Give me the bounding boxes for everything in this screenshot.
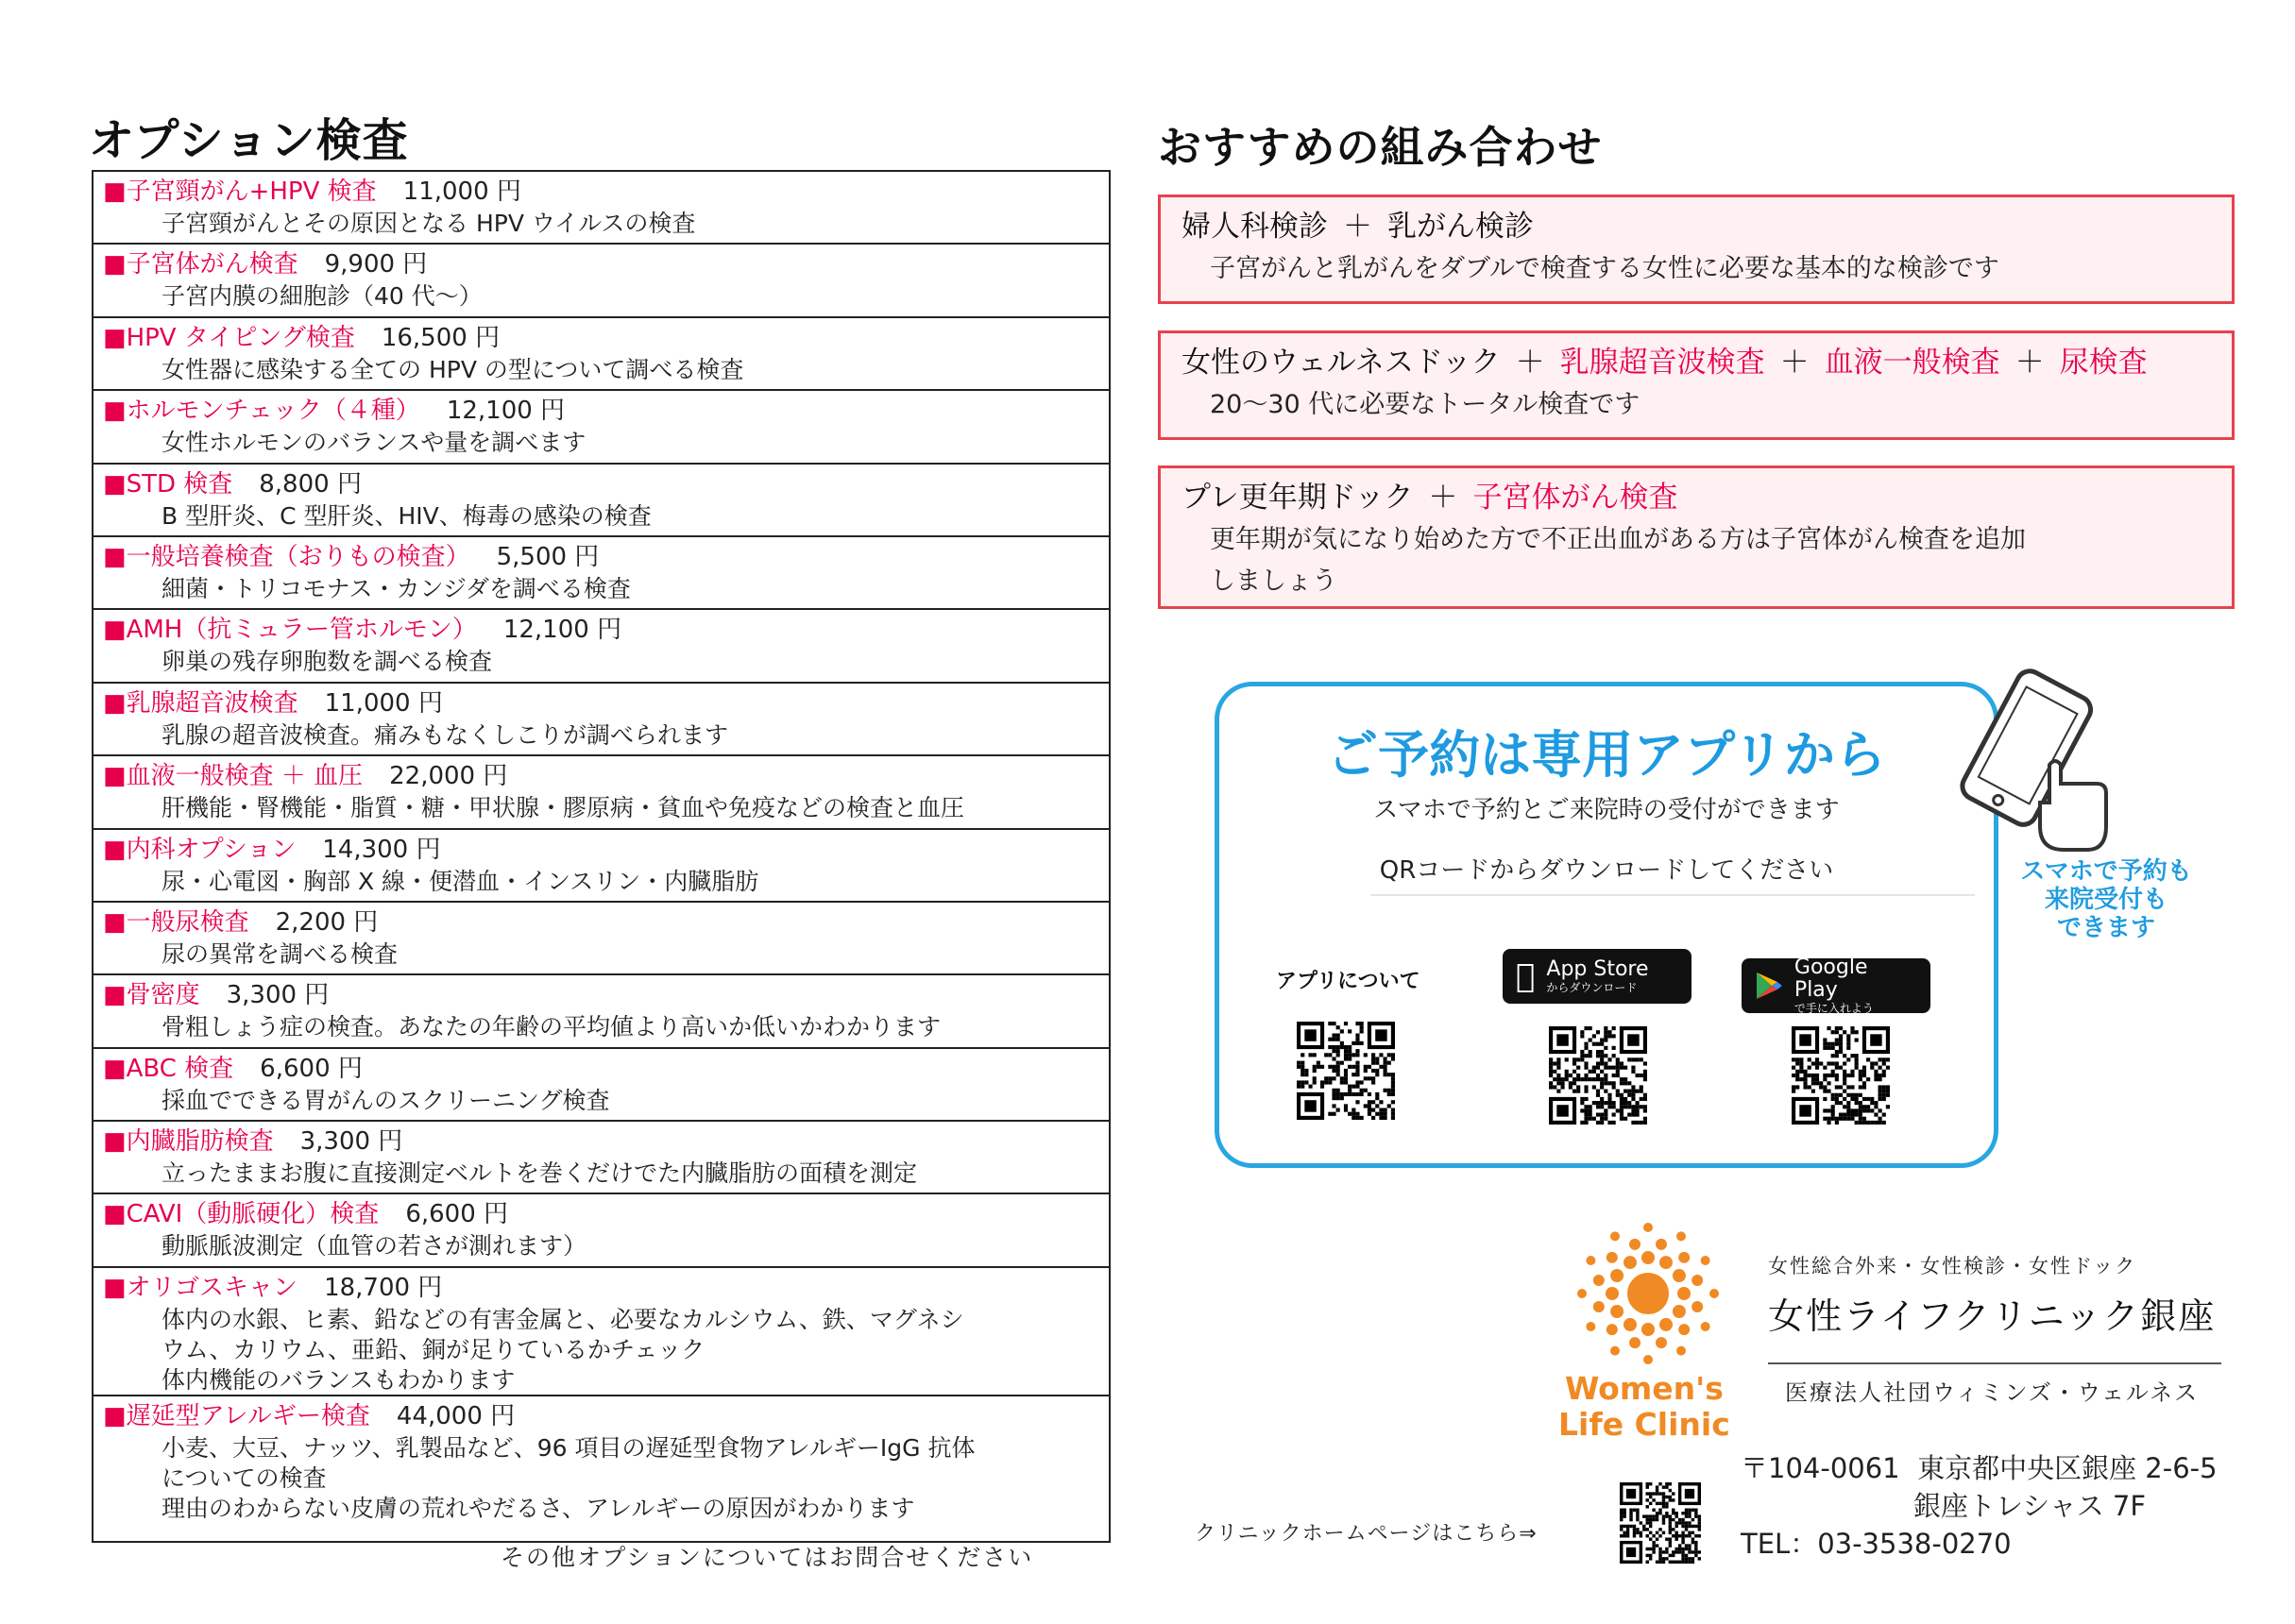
option-description: 細菌・トリコモナス・カンジダを調べる検査: [162, 574, 631, 602]
combo-part: 血液一般検査: [1824, 346, 2000, 380]
combo-part: 婦人科検診: [1182, 210, 1328, 244]
bullet-square: ■: [103, 323, 127, 352]
option-price: 8,800 円: [259, 469, 362, 499]
bullet-square: ■: [103, 469, 127, 499]
option-row: [94, 684, 1109, 756]
bullet-square: ■: [103, 762, 127, 791]
postal-code: 〒104-0061: [1741, 1452, 1900, 1484]
google-play-sublabel: で手に入れよう: [1794, 1002, 1874, 1015]
option-description: 肝機能・腎機能・脂質・糖・甲状腺・膠原病・貧血や免疫などの検査と血圧: [162, 794, 965, 822]
option-row: [94, 537, 1109, 610]
bullet-square: ■: [103, 250, 127, 279]
phone-caption-line-2: 来院受付も: [2044, 886, 2168, 914]
divider: [1370, 894, 1975, 896]
clinic-org: 医療法人社団ウィミンズ・ウェルネス: [1785, 1379, 2200, 1406]
option-description: 体内の水銀、ヒ素、鉛などの有害金属と、必要なカルシウム、鉄、マグネシ: [162, 1305, 964, 1333]
qr-homepage[interactable]: [1620, 1482, 1701, 1567]
clinic-name: 女性ライフクリニック銀座: [1768, 1295, 2217, 1337]
combo-box: [1158, 195, 2235, 304]
option-description: 尿・心電図・胸部 X 線・便潜血・インスリン・内臓脂肪: [162, 867, 759, 895]
bullet-square: ■: [103, 907, 127, 937]
option-price: 3,300 円: [299, 1127, 403, 1157]
option-name: 子宮頸がん+HPV 検査: [126, 178, 377, 206]
option-description: についての検査: [162, 1463, 327, 1492]
option-row: [94, 1268, 1109, 1396]
combo-part: 乳がん検診: [1387, 210, 1534, 244]
option-description: 卵巣の残存卵胞数を調べる検査: [162, 648, 493, 676]
option-name: 骨密度: [126, 981, 200, 1010]
option-name: ホルモンチェック（４種）: [126, 397, 420, 426]
smartphone-hand-icon: [1946, 661, 2116, 859]
option-price: 11,000 円: [402, 178, 521, 206]
google-play-label: Google Play: [1794, 956, 1868, 1002]
option-header: [103, 1125, 1099, 1159]
option-price: 14,300 円: [322, 835, 441, 864]
option-header: [103, 759, 1099, 793]
clinic-address: [1741, 1449, 2218, 1563]
option-description: 乳腺の超音波検査。痛みもなくしこりが調べられます: [162, 720, 729, 749]
phone-number[interactable]: TEL：03-3538-0270: [1741, 1528, 2012, 1560]
app-title: ご予約は専用アプリから: [1327, 725, 1886, 785]
option-row: [94, 830, 1109, 903]
combo-part: 子宮体がん検査: [1472, 481, 1678, 515]
plus-sign: ＋: [1428, 481, 1458, 515]
option-price: 16,500 円: [381, 323, 501, 352]
sun-logo-icon: [1568, 1213, 1728, 1374]
app-booking-box: [1215, 682, 1998, 1168]
qr-about-app[interactable]: [1297, 1022, 1395, 1124]
option-description: 子宮内膜の細胞診（40 代〜）: [162, 282, 483, 311]
option-header: [103, 613, 1099, 647]
clinic-logo-text: [1558, 1371, 1730, 1443]
option-price: 5,500 円: [496, 542, 600, 571]
option-header: [103, 905, 1099, 939]
option-description: 体内機能のバランスもわかります: [162, 1365, 516, 1394]
phone-caption-line-3: できます: [2056, 914, 2155, 942]
option-name: 一般培養検査（おりもの検査）: [126, 542, 470, 571]
option-name: CAVI（動脈硬化）検査: [126, 1200, 380, 1229]
option-header: [103, 175, 1099, 209]
option-price: 3,300 円: [226, 981, 330, 1010]
logo-line-2: Life Clinic: [1558, 1406, 1730, 1443]
phone-caption-line-1: スマホで予約も: [2020, 857, 2192, 886]
option-price: 6,600 円: [405, 1200, 509, 1229]
option-row: [94, 1122, 1109, 1194]
option-row: [94, 465, 1109, 537]
option-row: [94, 172, 1109, 245]
option-header: [103, 978, 1099, 1012]
app-store-sublabel: からダウンロード: [1527, 981, 1619, 994]
bullet-square: ■: [103, 688, 127, 718]
bullet-square: ■: [103, 178, 127, 206]
qr-google-play[interactable]: [1792, 1026, 1890, 1128]
option-header: [103, 321, 1099, 355]
combo-part: プレ更年期ドック: [1182, 481, 1414, 515]
option-header: [103, 1052, 1099, 1086]
option-name: AMH（抗ミュラー管ホルモン）: [126, 616, 477, 645]
recommend-title: おすすめの組み合わせ: [1158, 122, 1603, 173]
option-description: 女性ホルモンのバランスや量を調べます: [162, 429, 586, 457]
option-price: 6,600 円: [260, 1054, 363, 1083]
option-header: [103, 1197, 1099, 1231]
app-store-badge[interactable]: [1503, 949, 1692, 1004]
plus-sign: ＋: [1515, 346, 1545, 380]
google-play-badge[interactable]: [1742, 958, 1930, 1013]
plus-sign: ＋: [1343, 210, 1372, 244]
option-price: 2,200 円: [275, 907, 379, 937]
bullet-square: ■: [103, 616, 127, 645]
address-line-1: 東京都中央区銀座 2-6-5: [1917, 1452, 2218, 1484]
option-price: 12,100 円: [446, 397, 566, 426]
phone-caption: [2012, 857, 2201, 942]
options-footer-note: その他オプションについてはお問合せください: [501, 1544, 1034, 1571]
qr-app-store[interactable]: [1549, 1026, 1647, 1128]
option-header: [103, 247, 1099, 281]
clinic-tagline: 女性総合外来・女性検診・女性ドック: [1768, 1255, 2137, 1277]
option-price: 12,100 円: [502, 616, 622, 645]
option-row: [94, 975, 1109, 1048]
combo-part: 尿検査: [2059, 346, 2148, 380]
option-row: [94, 1396, 1109, 1541]
option-row: [94, 245, 1109, 317]
plus-sign: ＋: [1779, 346, 1810, 380]
option-name: STD 検査: [126, 469, 233, 499]
option-header: [103, 1399, 1099, 1433]
option-description: 採血でできる胃がんのスクリーニング検査: [162, 1086, 610, 1114]
combo-box: [1158, 465, 2235, 609]
combo-title: [1182, 476, 2211, 519]
combo-part: 女性のウェルネスドック: [1182, 346, 1501, 380]
address-line-2: 銀座トレシャス 7F: [1913, 1490, 2147, 1522]
bullet-square: ■: [103, 1273, 127, 1302]
option-header: [103, 686, 1099, 720]
bullet-square: ■: [103, 1200, 127, 1229]
bullet-square: ■: [103, 542, 127, 571]
option-description: 動脈脈波測定（血管の若さが測れます）: [162, 1232, 587, 1260]
option-name: 内臓脂肪検査: [126, 1127, 274, 1157]
option-row: [94, 318, 1109, 391]
option-row: [94, 391, 1109, 464]
option-description: 理由のわからない皮膚の荒れやだるさ、アレルギーの原因がわかります: [162, 1494, 915, 1522]
combo-description: 20〜30 代に必要なトータル検査です: [1210, 390, 1640, 419]
combo-description: 更年期が気になり始めた方で不正出血がある方は子宮体がん検査を追加: [1210, 525, 2026, 554]
option-description: 子宮頸がんとその原因となる HPV ウイルスの検査: [162, 210, 696, 237]
apple-icon: [1516, 957, 1535, 995]
bullet-square: ■: [103, 981, 127, 1010]
option-header: [103, 540, 1099, 574]
options-title: オプション検査: [89, 114, 409, 167]
option-description: 尿の異常を調べる検査: [162, 939, 399, 968]
bullet-square: ■: [103, 397, 127, 426]
option-price: 11,000 円: [324, 688, 443, 718]
option-description: 骨粗しょう症の検査。あなたの年齢の平均値より高いか低いかわかります: [162, 1013, 942, 1041]
option-name: オリゴスキャン: [126, 1273, 298, 1302]
options-table: [92, 170, 1111, 1543]
option-price: 18,700 円: [324, 1273, 443, 1302]
option-row: [94, 610, 1109, 683]
option-name: 子宮体がん検査: [126, 250, 298, 279]
option-name: 乳腺超音波検査: [126, 688, 298, 718]
option-row: [94, 903, 1109, 975]
option-row: [94, 756, 1109, 829]
plus-sign: ＋: [2014, 346, 2045, 380]
logo-line-1: Women's: [1564, 1370, 1724, 1407]
divider: [1768, 1362, 2221, 1364]
option-description: 小麦、大豆、ナッツ、乳製品など、96 項目の遅延型食物アレルギーIgG 抗体: [162, 1433, 976, 1462]
app-store-label: App Store: [1527, 957, 1630, 981]
bullet-square: ■: [103, 1054, 127, 1083]
homepage-note: クリニックホームページはこちら⇒: [1195, 1522, 1538, 1546]
option-name: 一般尿検査: [126, 907, 249, 937]
option-price: 44,000 円: [396, 1401, 516, 1430]
option-name: ABC 検査: [126, 1054, 234, 1083]
option-description: 女性器に感染する全ての HPV の型について調べる検査: [162, 355, 744, 383]
option-name: 遅延型アレルギー検査: [126, 1401, 370, 1430]
option-description: 立ったままお腹に直接測定ベルトを巻くだけでた内臓脂肪の面積を測定: [162, 1159, 918, 1188]
option-header: [103, 1271, 1099, 1305]
combo-description: 子宮がんと乳がんをダブルで検査する女性に必要な基本的な検診です: [1210, 254, 1999, 283]
option-name: 血液一般検査 ＋ 血圧: [126, 762, 364, 791]
option-row: [94, 1194, 1109, 1267]
bullet-square: ■: [103, 835, 127, 864]
combo-box: [1158, 330, 2235, 440]
option-price: 22,000 円: [389, 762, 508, 791]
combo-title: [1182, 205, 2211, 248]
option-name: 内科オプション: [126, 835, 297, 864]
option-header: [103, 833, 1099, 867]
option-header: [103, 467, 1099, 501]
app-line-1: スマホで予約とご来院時の受付ができます: [1373, 796, 1840, 824]
bullet-square: ■: [103, 1127, 127, 1157]
option-row: [94, 1049, 1109, 1122]
option-header: [103, 394, 1099, 428]
combo-description: しましょう: [1210, 567, 1337, 596]
combo-part: 乳腺超音波検査: [1559, 346, 1765, 380]
option-description: ウム、カリウム、亜鉛、銅が足りているかチェック: [162, 1335, 706, 1363]
option-name: HPV タイピング検査: [126, 323, 355, 352]
app-about-label[interactable]: アプリについて: [1276, 970, 1420, 993]
google-play-icon: [1755, 971, 1783, 1001]
option-price: 9,900 円: [324, 250, 428, 279]
combo-title: [1182, 341, 2211, 384]
app-line-2: QRコードからダウンロードしてください: [1379, 856, 1834, 885]
bullet-square: ■: [103, 1401, 127, 1430]
option-description: B 型肝炎、C 型肝炎、HIV、梅毒の感染の検査: [162, 501, 652, 530]
